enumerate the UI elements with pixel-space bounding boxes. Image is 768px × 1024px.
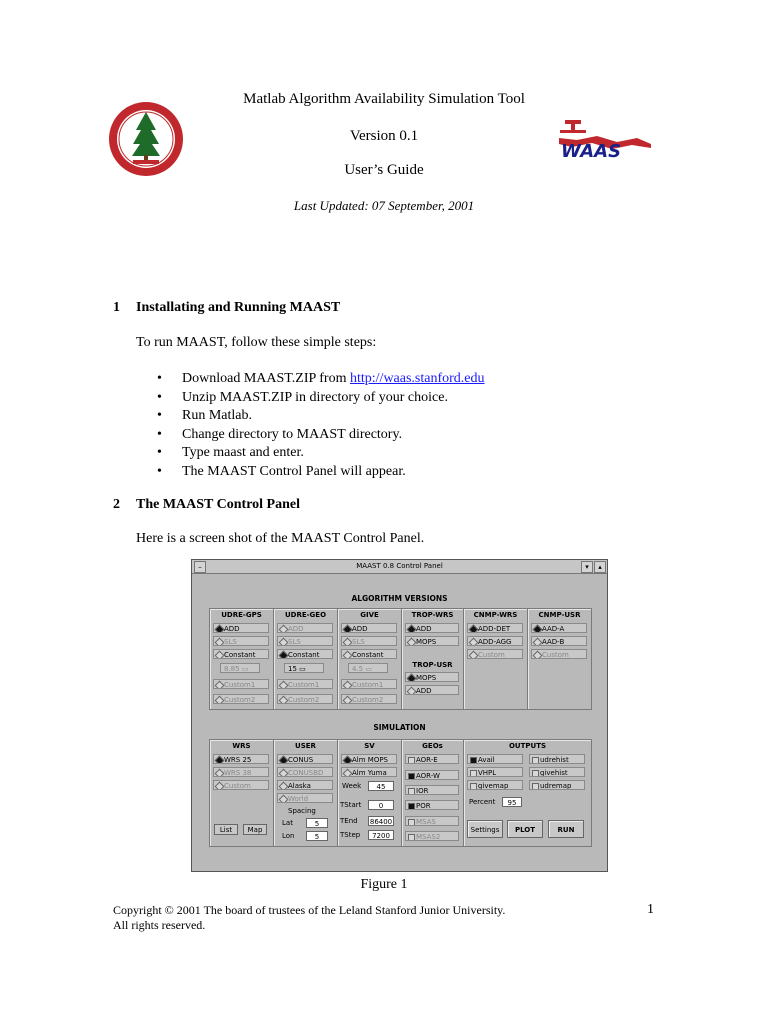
radio-off-icon	[343, 638, 353, 646]
checkbox-off-icon	[532, 757, 539, 764]
output-udremap-checkbox[interactable]: udremap	[529, 780, 585, 790]
group-heading: TROP-WRS	[411, 611, 454, 619]
cnmp-usr-group	[527, 608, 592, 710]
tstart-label: TStart	[340, 801, 362, 809]
sv-alm-yuma-radio[interactable]: Alm Yuma	[341, 767, 397, 777]
window-menu-icon[interactable]: –	[194, 561, 206, 573]
wrs-custom-radio[interactable]: Custom	[213, 780, 269, 790]
week-input[interactable]: 45	[368, 781, 394, 791]
radio-off-icon	[279, 795, 289, 803]
steps-list	[157, 370, 577, 481]
percent-input[interactable]: 95	[502, 797, 522, 807]
radio-on-icon	[343, 756, 353, 764]
doc-title: Matlab Algorithm Availability Simulation Tool	[243, 91, 525, 107]
cnmp-wrs-add-agg-radio[interactable]: ADD-AGG	[467, 636, 523, 646]
trop-usr-mops-radio[interactable]: MOPS	[405, 672, 459, 682]
waas-logo-text: WAAS	[561, 141, 622, 160]
figure-caption: Figure 1	[360, 877, 408, 892]
lat-label: Lat	[282, 819, 293, 827]
geo-msas2-checkbox[interactable]: MSAS2	[405, 831, 459, 841]
tend-input[interactable]: 86400	[369, 818, 393, 826]
settings-button[interactable]: Settings	[467, 820, 503, 838]
udre-geo-custom2-radio[interactable]: Custom2	[277, 694, 333, 704]
udre-geo-custom1-radio[interactable]: Custom1	[277, 679, 333, 689]
radio-off-icon	[215, 769, 225, 777]
radio-off-icon	[215, 696, 225, 704]
group-heading: UDRE-GPS	[221, 611, 262, 619]
cnmp-usr-custom-radio[interactable]: Custom	[531, 649, 587, 659]
tstep-label: TStep	[340, 831, 361, 839]
checkbox-on-icon	[470, 757, 477, 764]
trop-usr-add-radio[interactable]: ADD	[405, 685, 459, 695]
checkbox-off-icon	[532, 770, 539, 777]
checkbox-off-icon	[470, 770, 477, 777]
radio-on-icon	[343, 625, 353, 633]
user-alaska-radio[interactable]: Alaska	[277, 780, 333, 790]
waas-link[interactable]: http://waas.stanford.edu	[350, 371, 485, 386]
section1-heading: Installating and Running MAAST	[136, 300, 341, 315]
output-avail-checkbox[interactable]: Avail	[467, 754, 523, 764]
radio-off-icon	[343, 769, 353, 777]
checkbox-off-icon	[532, 783, 539, 790]
sv-group	[337, 739, 402, 847]
radio-off-icon	[407, 687, 417, 695]
group-heading: SV	[364, 742, 375, 750]
list-item: • Unzip MAAST.ZIP in directory of your choice.	[157, 389, 577, 408]
output-udrehist-checkbox[interactable]: udrehist	[529, 754, 585, 764]
radio-off-icon	[215, 681, 225, 689]
week-label: Week	[342, 782, 362, 790]
group-heading: OUTPUTS	[508, 742, 547, 750]
geo-aor-w-checkbox[interactable]: AOR-W	[405, 770, 459, 780]
trop-wrs-mops-radio[interactable]: MOPS	[405, 636, 459, 646]
give-custom1-radio[interactable]: Custom1	[341, 679, 397, 689]
radio-off-icon	[279, 625, 289, 633]
checkbox-off-icon	[408, 819, 415, 826]
geo-msas-checkbox[interactable]: MSAS	[405, 816, 459, 826]
radio-off-icon	[279, 782, 289, 790]
udre-gps-add-radio[interactable]: ADD	[213, 623, 269, 633]
group-heading: CNMP-USR	[538, 611, 581, 619]
udre-gps-custom1-radio[interactable]: Custom1	[213, 679, 269, 689]
checkbox-on-icon	[408, 803, 415, 810]
cnmp-wrs-group	[463, 608, 528, 710]
cnmp-usr-aad-a-radio[interactable]: AAD-A	[531, 623, 587, 633]
give-constant-radio[interactable]: Constant	[341, 649, 397, 659]
cnmp-wrs-add-det-radio[interactable]: ADD-DET	[467, 623, 523, 633]
section2-intro: Here is a screen shot of the MAAST Control Panel.	[136, 531, 425, 546]
group-heading: UDRE-GEO	[284, 611, 327, 619]
list-item: • Download MAAST.ZIP from http://waas.stanford.edu	[157, 370, 577, 389]
outputs-group	[463, 739, 592, 847]
group-heading: TROP-USR	[412, 661, 453, 669]
radio-on-icon	[279, 756, 289, 764]
udre-gps-custom2-radio[interactable]: Custom2	[213, 694, 269, 704]
group-heading: GEOs	[422, 742, 443, 750]
radio-on-icon	[407, 625, 417, 633]
radio-on-icon	[215, 756, 225, 764]
doc-version: Version 0.1	[349, 128, 419, 144]
give-sls-radio[interactable]: SLS	[341, 636, 397, 646]
footer-copyright: Copyright © 2001 The board of trustees of the Leland Stanford Junior University.	[113, 903, 506, 917]
simulation-title: SIMULATION	[373, 723, 426, 732]
udre-geo-value-select[interactable]: 15 ▭	[284, 663, 324, 673]
map-button[interactable]: Map	[243, 824, 267, 835]
plot-button[interactable]: PLOT	[507, 820, 543, 838]
geo-por-checkbox[interactable]: POR	[405, 800, 459, 810]
radio-off-icon	[279, 696, 289, 704]
cnmp-wrs-custom-radio[interactable]: Custom	[467, 649, 523, 659]
give-value-select[interactable]: 4.5 ▭	[348, 663, 388, 673]
group-heading: USER	[295, 742, 316, 750]
udre-gps-constant-radio[interactable]: Constant	[213, 649, 269, 659]
wrs-group	[209, 739, 274, 847]
lon-label: Lon	[282, 832, 295, 840]
radio-off-icon	[215, 638, 225, 646]
udre-geo-sls-radio[interactable]: SLS	[277, 636, 333, 646]
radio-on-icon	[407, 674, 417, 682]
cnmp-usr-aad-b-radio[interactable]: AAD-B	[531, 636, 587, 646]
algorithm-versions-title: ALGORITHM VERSIONS	[351, 594, 448, 603]
output-givemap-checkbox[interactable]: givemap	[467, 780, 523, 790]
udre-gps-sls-radio[interactable]: SLS	[213, 636, 269, 646]
sv-alm-mops-radio[interactable]: Alm MOPS	[341, 754, 397, 764]
checkbox-off-icon	[408, 757, 415, 764]
section1-intro: To run MAAST, follow these simple steps:	[136, 335, 377, 350]
udre-geo-constant-radio[interactable]: Constant	[277, 649, 333, 659]
radio-off-icon	[469, 651, 479, 659]
trop-wrs-add-radio[interactable]: ADD	[405, 623, 459, 633]
user-group	[273, 739, 338, 847]
radio-off-icon	[279, 638, 289, 646]
list-item: • The MAAST Control Panel will appear.	[157, 463, 577, 482]
checkbox-off-icon	[408, 788, 415, 795]
radio-off-icon	[343, 651, 353, 659]
checkbox-off-icon	[470, 783, 477, 790]
panel-title: MAAST 0.8 Control Panel	[356, 562, 443, 570]
user-conus-radio[interactable]: CONUS	[277, 754, 333, 764]
checkbox-on-icon	[408, 773, 415, 780]
wrs-25-radio[interactable]: WRS 25	[213, 754, 269, 764]
list-item: • Run Matlab.	[157, 407, 577, 426]
footer-rights: All rights reserved.	[113, 918, 206, 932]
lon-input[interactable]: 5	[306, 831, 328, 841]
checkbox-off-icon	[408, 834, 415, 841]
trop-group	[401, 608, 464, 710]
radio-off-icon	[343, 696, 353, 704]
list-item: • Change directory to MAAST directory.	[157, 426, 577, 445]
lat-input[interactable]: 5	[306, 818, 328, 828]
radio-off-icon	[343, 681, 353, 689]
geo-aor-e-checkbox[interactable]: AOR-E	[405, 754, 459, 764]
page-number: 1	[647, 902, 654, 917]
radio-off-icon	[215, 651, 225, 659]
radio-off-icon	[279, 769, 289, 777]
panel-title-bar	[192, 560, 607, 574]
output-vhpl-checkbox[interactable]: VHPL	[467, 767, 523, 777]
spacing-label: Spacing	[288, 807, 316, 815]
user-conusbd-radio[interactable]: CONUSBD	[277, 767, 333, 777]
udre-gps-group	[209, 608, 274, 710]
tend-label: TEnd	[340, 817, 358, 825]
wrs-38-radio[interactable]: WRS 38	[213, 767, 269, 777]
run-button[interactable]: RUN	[548, 820, 584, 838]
give-custom2-radio[interactable]: Custom2	[341, 694, 397, 704]
list-item: • Type maast and enter.	[157, 444, 577, 463]
section2-heading: The MAAST Control Panel	[136, 497, 300, 512]
radio-on-icon	[215, 625, 225, 633]
radio-off-icon	[279, 681, 289, 689]
radio-off-icon	[533, 651, 543, 659]
give-group	[337, 608, 402, 710]
radio-off-icon	[533, 638, 543, 646]
doc-subtitle: User’s Guide	[344, 162, 424, 178]
last-updated: Last Updated: 07 September, 2001	[293, 198, 475, 213]
radio-on-icon	[533, 625, 543, 633]
radio-on-icon	[469, 625, 479, 633]
give-add-radio[interactable]: ADD	[341, 623, 397, 633]
geos-group	[401, 739, 464, 847]
radio-off-icon	[215, 782, 225, 790]
group-heading: WRS	[232, 742, 251, 750]
percent-label: Percent	[469, 798, 496, 806]
geo-ior-checkbox[interactable]: IOR	[405, 785, 459, 795]
udre-geo-group	[273, 608, 338, 710]
maast-control-panel	[191, 559, 608, 872]
list-button[interactable]: List	[214, 824, 238, 835]
udre-gps-value-select[interactable]: 8.85 ▭	[220, 663, 260, 673]
radio-on-icon	[279, 651, 289, 659]
radio-off-icon	[469, 638, 479, 646]
maximize-icon[interactable]: ▴	[594, 561, 606, 573]
group-heading: CNMP-WRS	[473, 611, 518, 619]
section2-number: 2	[113, 497, 120, 512]
section1-number: 1	[113, 300, 120, 315]
radio-off-icon	[407, 638, 417, 646]
group-heading: GIVE	[360, 611, 379, 619]
user-world-radio[interactable]: World	[277, 793, 333, 803]
tstep-input[interactable]: 7200	[368, 830, 394, 840]
output-givehist-checkbox[interactable]: givehist	[529, 767, 585, 777]
udre-geo-add-radio[interactable]: ADD	[277, 623, 333, 633]
minimize-icon[interactable]: ▾	[581, 561, 593, 573]
waas-logo	[557, 118, 653, 160]
tstart-input[interactable]: 0	[368, 800, 394, 810]
